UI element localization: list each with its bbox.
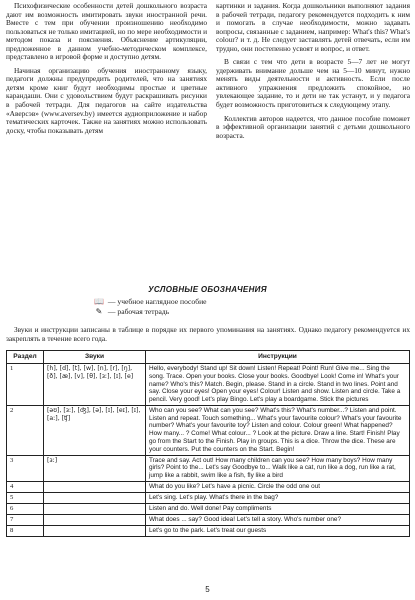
cell-instructions: Hello, everybody! Stand up! Sit down! Listen! Repeat! Point! Run! Give me... Sing the song. Trace. Open your books. Close your books. Goodbye! Look! Come in! What's your name? Who's this? Match. Begin, please. Stand in a circle. Stand in two lines. Point and say. Close your eyes! Open your eyes! Colour! Listen and show. Listen and circle. Take a pencil. Very good! Let's play Bingo. Let's play a boardgame. Stick the pictures (146, 363, 410, 405)
paragraph: В связи с тем что дети в возрасте 5—7 лет не могут удерживать внимание дольше чем на 5—10 минут, нужно менять виды деятельности и активность. Если после активного упражнения предложить спокойное, но увлекающее задание, то и дети не так устанут, и у педагога будет возможность приготовиться к следующему этапу. (216, 57, 410, 110)
table-row (7, 525, 410, 536)
cell-section: 5 (7, 492, 44, 503)
paragraph: Начиная организацию обучения иностранному языку, педагоги должны предупредить родителей, что на занятиях детям кроме книг будут необходимы простые и цветные карандаши. Они с удовольствием будут раскрашивать рисунки в рабочей тетради. Для педагогов на сайте издательства «Аверсэв» (www.aversev.by) имеется аудиоприложение и набор тематических карточек. Также на занятиях можно использовать доску, чтобы показывать детям (6, 65, 207, 135)
header-sounds: Звуки (44, 351, 146, 364)
legend-item (92, 297, 207, 306)
legend-item (92, 307, 169, 316)
sounds-instructions-table (6, 350, 410, 537)
table-row (7, 514, 410, 525)
table-row (7, 482, 410, 493)
book-icon: 📖 (94, 297, 104, 306)
cell-sounds: [ɜː] (44, 455, 146, 481)
left-text-column (6, 2, 207, 140)
cell-sounds: [h], [d], [t], [w], [n], [r], [ŋ], [ð], [æ], [v], [θ], [ɜː], [ɪ], [e] (44, 363, 146, 405)
cell-section: 2 (7, 405, 44, 455)
cell-sounds (44, 503, 146, 514)
cell-instructions: Let's go to the park. Let's treat our guests (146, 525, 410, 536)
cell-sounds (44, 492, 146, 503)
cell-section: 8 (7, 525, 44, 536)
cell-instructions: What does ... say? Good idea! Let's tell a story. Who's number one? (146, 514, 410, 525)
table-intro: Звуки и инструкции записаны в таблице в порядке их первого упоминания на занятиях. Однако педагогу рекомендуется их закреплять в течение всего года. (6, 325, 410, 343)
cell-section: 3 (7, 455, 44, 481)
header-instructions: Инструкции (146, 351, 410, 364)
cell-instructions: Trace and say. Act out! How many children can you see? How many boys? How many girls? Point to the... Let's say Goodbye to... Walk like a cat, run like a dog, run like a rat, jump like a rabbit, swim like a fish, fly like a bird (146, 455, 410, 481)
cell-section: 1 (7, 363, 44, 405)
cell-sounds: [əʊ], [ɜː], [ʤ], [ə], [ɪ], [eɪ], [ɪ], [aː], [ʧ] (44, 405, 146, 455)
cell-section: 4 (7, 482, 44, 493)
cell-sounds (44, 525, 146, 536)
cell-instructions: Let's sing. Let's play. What's there in the bag? (146, 492, 410, 503)
cell-section: 6 (7, 503, 44, 514)
paragraph: Психофизические особенности детей дошкольного возраста дают им возможность имитировать звуки иностранной речи. Вместе с тем при обучении произношению необходимо пользоваться не только имитацией, но по мере необходимости и методом показа и пояснения. Объяснение артикуляции, предложенное в данном учебно-методическом комплексе, представлено в игровой форме и доступно детям. (6, 1, 207, 62)
paragraph: Коллектив авторов надеется, что данное пособие поможет в эффективной организации занятий с детьми дошкольного возраста. (216, 113, 410, 140)
cell-instructions: Who can you see? What can you see? What's this? What's number...? Listen and point. Listen and repeat. Touch something... What's your favourite colour? What's your favourite number? What's your favourite toy? Listen and colour. Colour green! What happened? How many... ? Come! What colour... ? Look at the picture. Draw a line. Start! Finish! Play go from the Start to the Finish. Play in groups. This is a dice. Throw the dice. These are your counters. Put the counters on the Start. Begin! (146, 405, 410, 455)
table-row (7, 503, 410, 514)
legend-item-label: — рабочая тетрадь (107, 307, 170, 316)
legend-item-label: — учебное наглядное пособие (107, 297, 207, 306)
table-row (7, 455, 410, 481)
paragraph: картинки и задания. Когда дошкольники выполняют задания в рабочей тетради, педагогу рекомендуется подходить к ним и помогать в случае необходимости, можно задавать вопросы, связанные с заданием, например: What's this? What's colour? и т. д. Не следует заставлять детей отвечать, если им трудно, они постепенно усвоят и вопрос, и ответ. (216, 1, 410, 53)
header-section: Раздел (7, 351, 44, 364)
cell-instructions: What do you like? Let's have a picnic. Circle the odd one out (146, 482, 410, 493)
legend-title: УСЛОВНЫЕ ОБОЗНАЧЕНИЯ (148, 285, 267, 294)
cell-sounds (44, 514, 146, 525)
table-row (7, 363, 410, 405)
cell-instructions: Listen and do. Well done! Pay compliments (146, 503, 410, 514)
page-number: 5 (205, 585, 210, 594)
cell-section: 7 (7, 514, 44, 525)
cell-sounds (44, 482, 146, 493)
pencil-icon: ✎ (95, 307, 103, 316)
table-header-row (7, 351, 410, 364)
table-row (7, 492, 410, 503)
table-row (7, 405, 410, 455)
right-text-column (216, 2, 410, 145)
